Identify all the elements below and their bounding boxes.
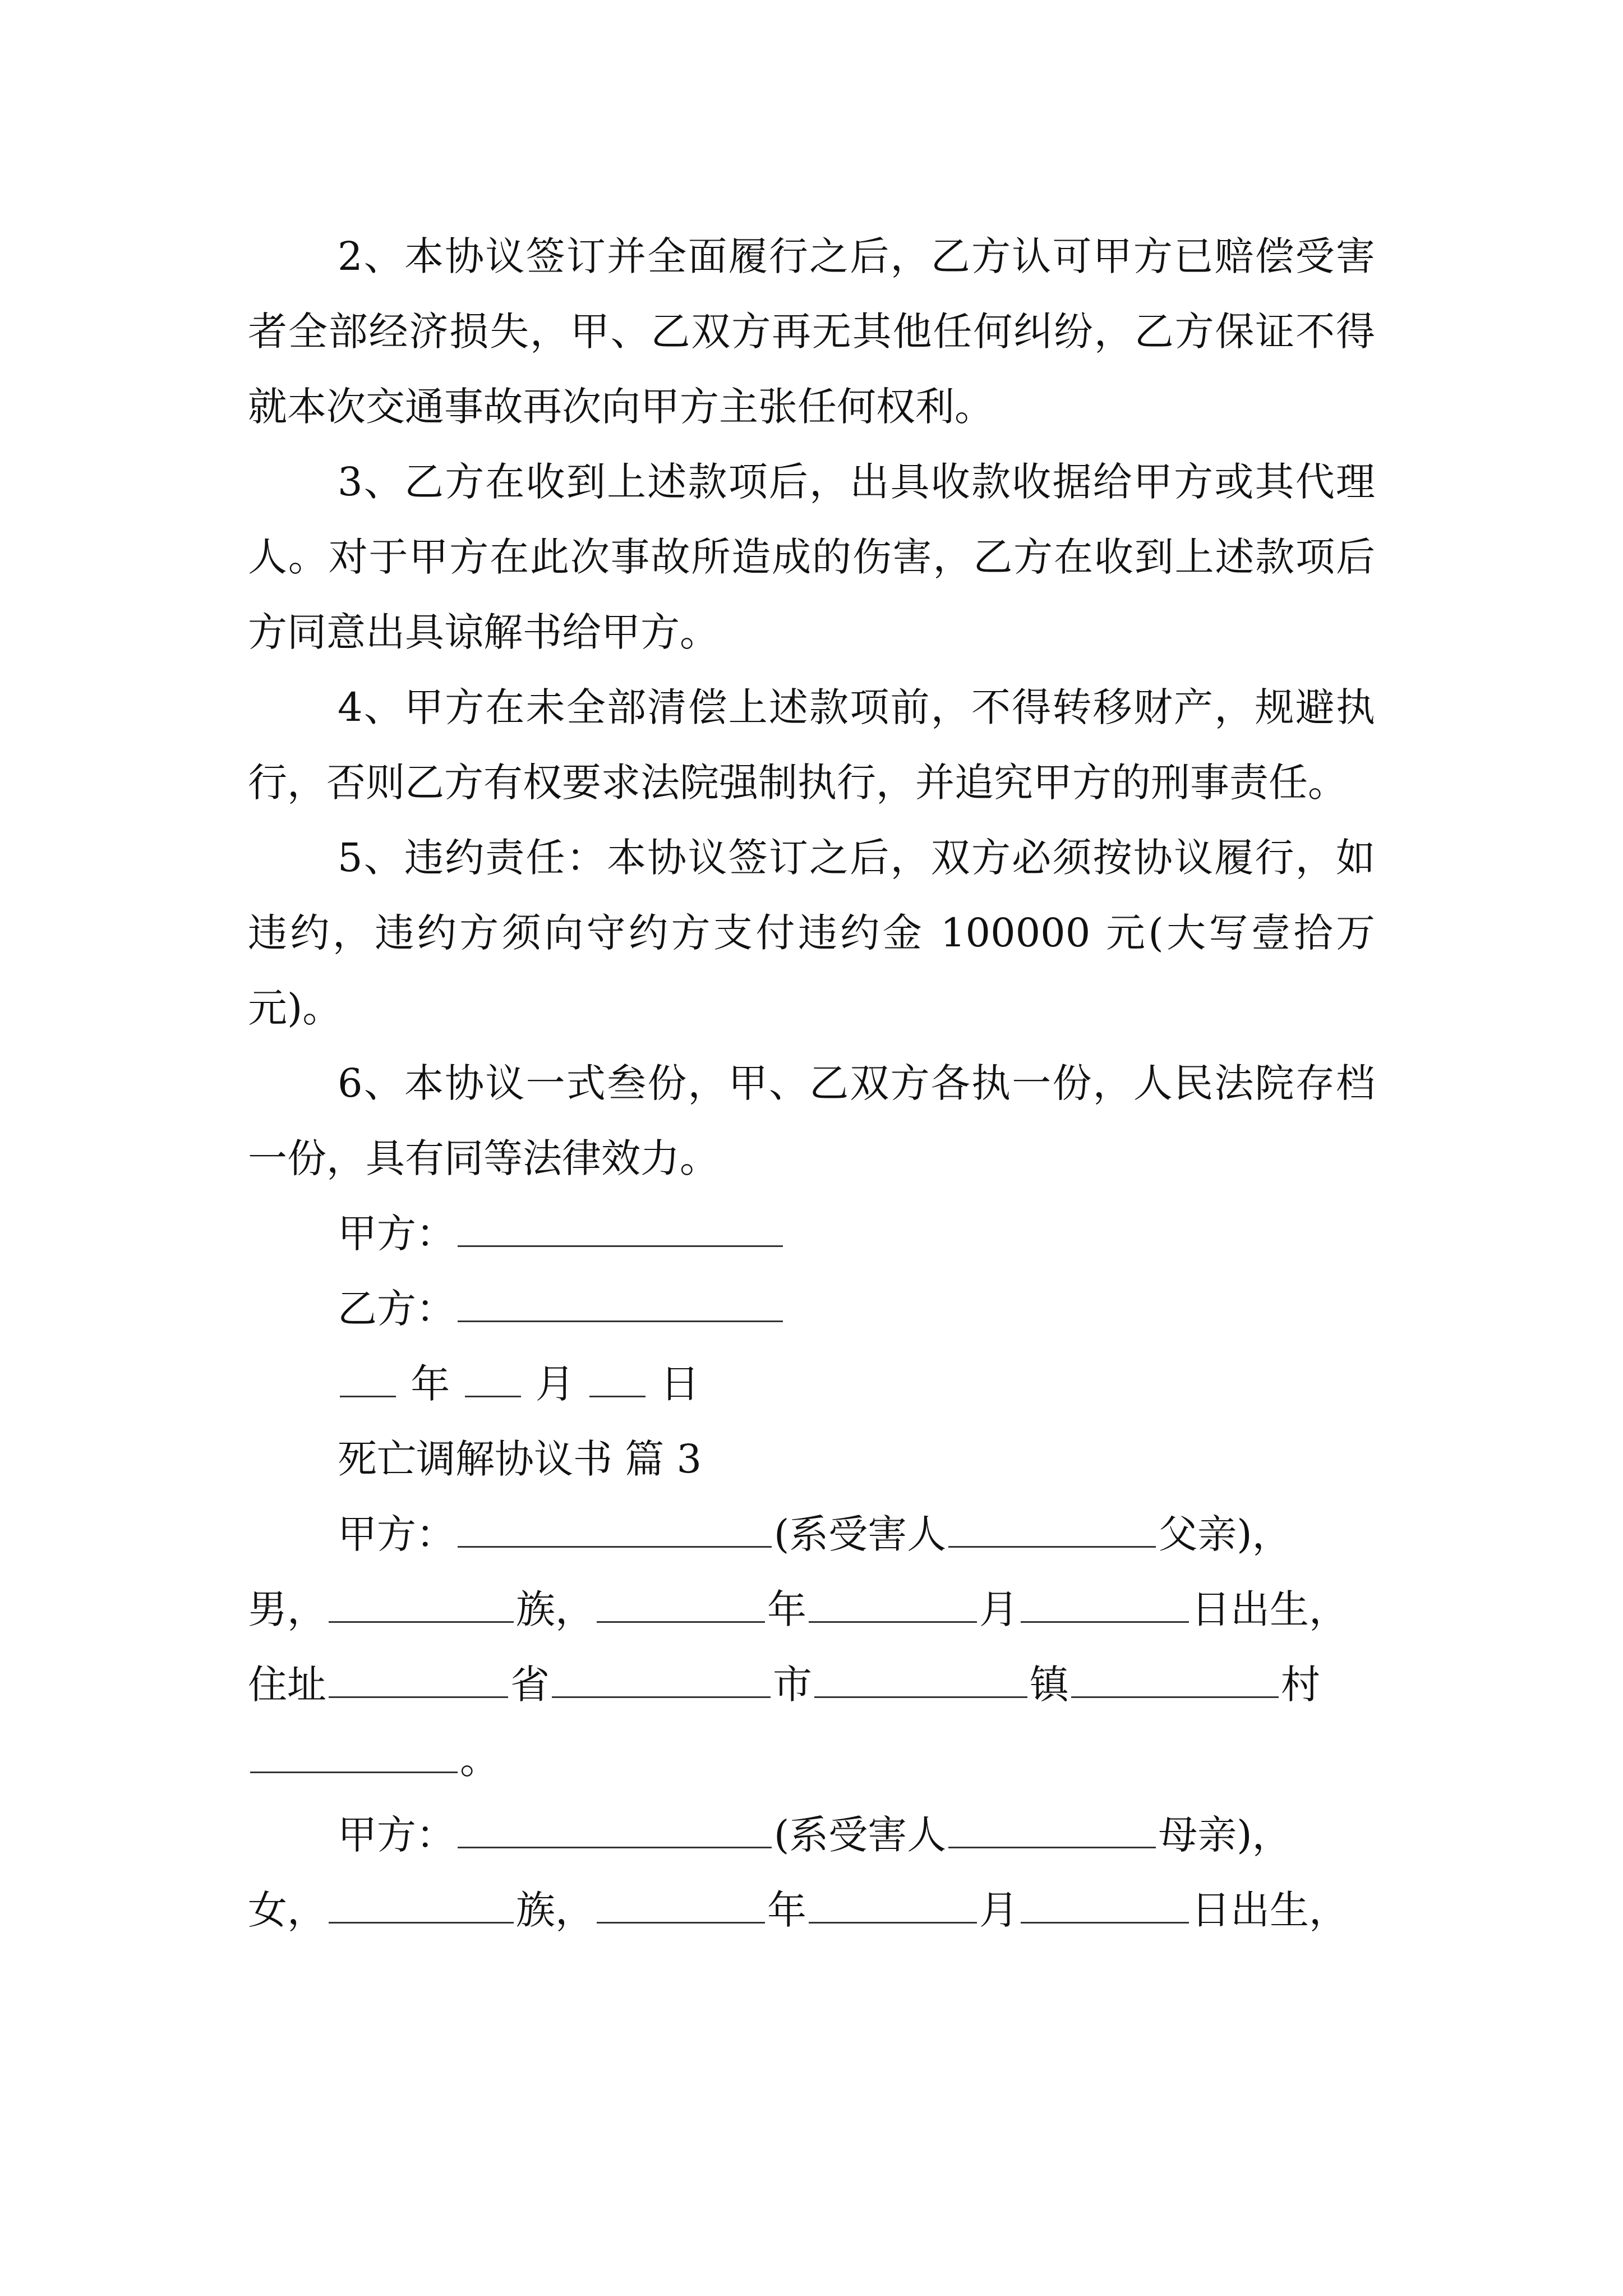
father-label: 甲方： [338, 1511, 455, 1557]
mother-label: 甲方： [338, 1812, 455, 1858]
signing-date [248, 1346, 1375, 1421]
year-label: 年 [411, 1361, 450, 1407]
mother-year-label: 年 [767, 1887, 806, 1933]
party-a-signature-blank[interactable] [458, 1208, 783, 1248]
party-b-signature [248, 1271, 1375, 1346]
father-birth-year-blank[interactable] [597, 1584, 765, 1623]
father-birth-label: 日出生， [1191, 1586, 1348, 1632]
father-line-2 [248, 1572, 1375, 1647]
mother-line-1 [248, 1797, 1375, 1872]
father-birth-month-blank[interactable] [809, 1584, 977, 1623]
mother-ethnicity-label: 族， [516, 1887, 594, 1933]
day-blank[interactable] [589, 1359, 645, 1398]
section-heading: 死亡调解协议书 篇 3 [338, 1436, 702, 1482]
mother-birth-day-blank[interactable] [1021, 1885, 1189, 1924]
father-town-label: 镇 [1030, 1662, 1069, 1708]
father-province-label: 省 [510, 1662, 550, 1708]
father-ethnicity-label: 族， [516, 1586, 594, 1632]
mother-line-2 [248, 1872, 1375, 1948]
mother-relation-close: 母亲)， [1158, 1812, 1292, 1858]
month-label: 月 [535, 1361, 575, 1407]
father-name-blank[interactable] [458, 1509, 772, 1548]
father-end: 。 [460, 1737, 499, 1783]
father-ethnicity-blank[interactable] [329, 1584, 514, 1623]
father-line-4 [248, 1722, 1375, 1797]
mother-birth-month-blank[interactable] [809, 1885, 977, 1924]
father-line-3 [248, 1647, 1375, 1722]
father-victim-name-blank[interactable] [948, 1509, 1156, 1548]
father-town-blank[interactable] [814, 1659, 1027, 1699]
father-village-detail-blank[interactable] [250, 1734, 458, 1774]
mother-victim-name-blank[interactable] [948, 1810, 1156, 1849]
father-year-label: 年 [767, 1586, 806, 1632]
father-city-blank[interactable] [552, 1659, 771, 1699]
mother-gender: 女， [248, 1887, 326, 1933]
party-a-label: 甲方： [338, 1211, 455, 1257]
day-label: 日 [660, 1361, 700, 1407]
father-birth-day-blank[interactable] [1021, 1584, 1189, 1623]
father-month-label: 月 [979, 1586, 1018, 1632]
month-blank[interactable] [465, 1359, 521, 1398]
mother-birth-label: 日出生， [1191, 1887, 1348, 1933]
party-b-label: 乙方： [338, 1286, 455, 1332]
clause-6: 6、本协议一式叁份，甲、乙双方各执一份，人民法院存档一份，具有同等法律效力。 [248, 1060, 1375, 1181]
father-gender: 男， [248, 1586, 326, 1632]
year-blank[interactable] [340, 1359, 396, 1398]
father-village-blank[interactable] [1071, 1659, 1279, 1699]
mother-birth-year-blank[interactable] [597, 1885, 765, 1924]
mother-ethnicity-blank[interactable] [329, 1885, 514, 1924]
document-body [248, 219, 1375, 1948]
father-relation-close: 父亲)， [1158, 1511, 1292, 1557]
mother-relation-open: (系受害人 [774, 1812, 947, 1858]
clause-3: 3、乙方在收到上述款项后，出具收款收据给甲方或其代理人。对于甲方在此次事故所造成的伤害，乙方在收到上述款项后方同意出具谅解书给甲方。 [248, 459, 1375, 655]
father-village-label: 村 [1281, 1662, 1320, 1708]
mother-month-label: 月 [979, 1887, 1018, 1933]
father-province-blank[interactable] [329, 1659, 508, 1699]
clause-4: 4、甲方在未全部清偿上述款项前，不得转移财产，规避执行，否则乙方有权要求法院强制执行，并追究甲方的刑事责任。 [248, 684, 1375, 806]
clause-2: 2、本协议签订并全面履行之后，乙方认可甲方已赔偿受害者全部经济损失，甲、乙双方再无其他任何纠纷，乙方保证不得就本次交通事故再次向甲方主张任何权利。 [248, 233, 1375, 430]
party-a-signature [248, 1196, 1375, 1271]
clause-5: 5、违约责任：本协议签订之后，双方必须按协议履行，如违约，违约方须向守约方支付违约金 100000 元(大写壹拾万元)。 [248, 835, 1375, 1031]
father-city-label: 市 [773, 1662, 812, 1708]
party-b-signature-blank[interactable] [458, 1283, 783, 1323]
father-relation-open: (系受害人 [774, 1511, 947, 1557]
mother-name-blank[interactable] [458, 1810, 772, 1849]
father-address-label: 住址 [248, 1662, 326, 1708]
father-line-1 [248, 1497, 1375, 1572]
